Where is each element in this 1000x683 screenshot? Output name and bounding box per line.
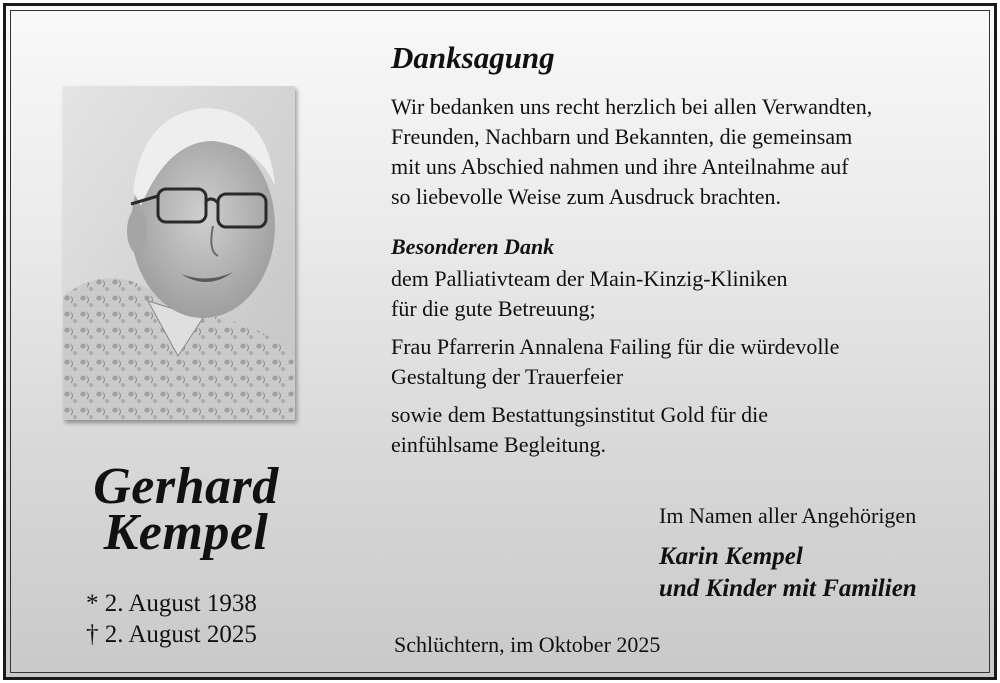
intro-paragraph <box>391 92 971 212</box>
notice-heading: Danksagung <box>391 40 555 75</box>
birth-date: * 2. August 1938 <box>86 590 257 617</box>
special-thanks-heading: Besonderen Dank <box>391 234 555 259</box>
thanks-line: sowie dem Bestattungsinstitut Gold für die <box>391 402 769 427</box>
portrait-image <box>63 86 295 420</box>
signature-family: und Kinder mit Familien <box>659 575 917 602</box>
thanks-item <box>391 400 971 460</box>
life-dates <box>86 588 257 650</box>
signature-names <box>659 541 917 605</box>
thanks-item <box>391 332 971 392</box>
intro-line: so liebevolle Weise zum Ausdruck brachten. <box>391 184 782 209</box>
thanks-line: dem Palliativteam der Main-Kinzig-Kliniken <box>391 266 788 291</box>
thanks-line: Gestaltung der Trauerfeier <box>391 364 624 389</box>
death-date: † 2. August 2025 <box>86 621 257 648</box>
notice-text <box>391 36 971 468</box>
place-date: Schlüchtern, im Oktober 2025 <box>394 632 661 657</box>
thanks-item <box>391 264 971 324</box>
last-name: Kempel <box>103 504 269 561</box>
thanks-line: einfühlsame Begleitung. <box>391 432 607 457</box>
first-name: Gerhard <box>93 458 279 515</box>
intro-line: Freunden, Nachbarn und Bekannten, die gemeinsam <box>391 124 853 149</box>
signature-intro: Im Namen aller Angehörigen <box>659 503 917 528</box>
signature-name: Karin Kempel <box>659 543 803 570</box>
thanks-line: für die gute Betreuung; <box>391 296 596 321</box>
portrait-photo <box>63 86 295 420</box>
deceased-name <box>46 458 326 561</box>
intro-line: Wir bedanken uns recht herzlich bei allen Verwandten, <box>391 94 873 119</box>
obituary-card <box>3 3 997 680</box>
thanks-line: Frau Pfarrerin Annalena Failing für die würdevolle <box>391 334 840 359</box>
intro-line: mit uns Abschied nahmen und ihre Anteilnahme auf <box>391 154 849 179</box>
signature-block <box>659 501 917 605</box>
